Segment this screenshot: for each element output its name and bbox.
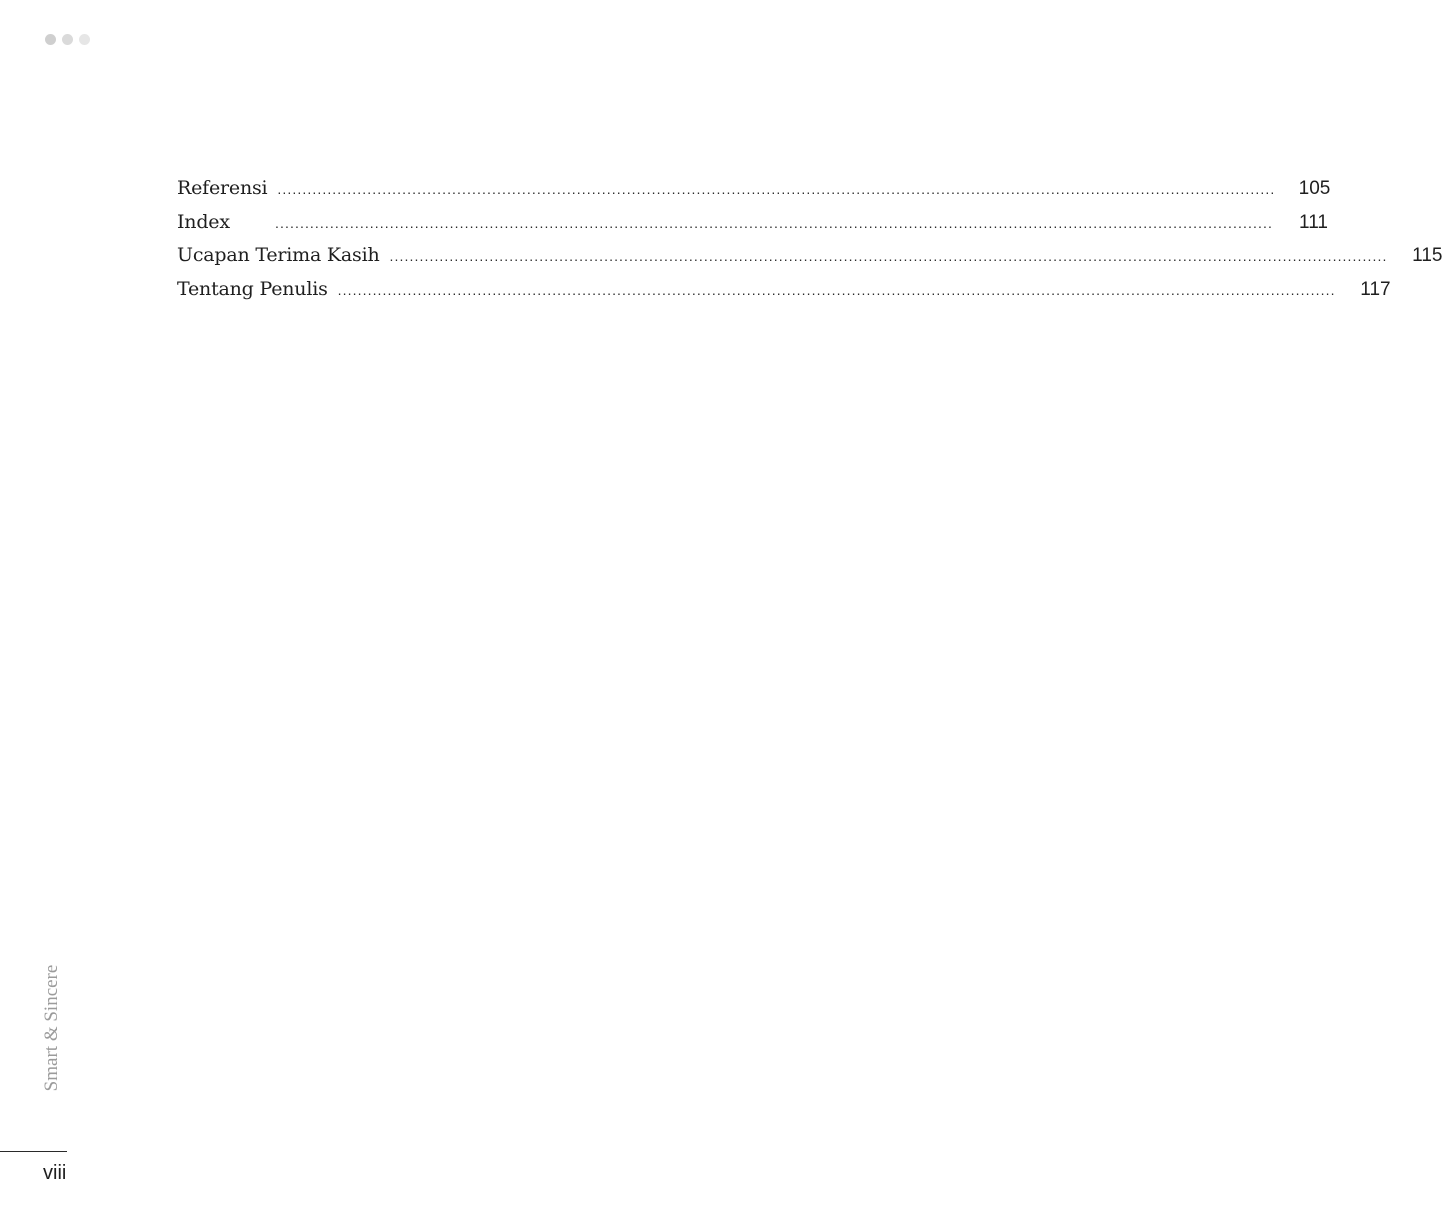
decorative-dot-3 [79,34,90,45]
toc-entry-title: Referensi [177,177,268,199]
running-book-title: Smart & Sincere [41,964,62,1092]
decorative-dots [45,34,90,45]
toc-entry-title: Tentang Penulis [177,277,328,300]
toc-leader-dots: ........................................................................................................................................................................................................ [389,248,1388,264]
table-of-contents [177,172,1442,306]
toc-entry-ucapan-terima-kasih[interactable] [177,239,1442,273]
toc-entry-title: Ucapan Terima Kasih [177,244,380,266]
toc-entry-index[interactable] [177,206,1328,240]
toc-entry-page: 111 [1299,211,1328,233]
toc-entry-page: 117 [1360,278,1391,300]
decorative-dot-2 [62,34,73,45]
toc-leader-dots: ........................................................................................................................................................................................................ [337,281,1336,298]
toc-entry-tentang-penulis[interactable] [177,273,1391,307]
page-number: viii [43,1162,67,1184]
toc-leader-dots: ........................................................................................................................................................................................................ [275,214,1273,231]
decorative-dot-1 [45,34,56,45]
toc-leader-dots: ........................................................................................................................................................................................................ [277,181,1276,197]
toc-entry-page: 115 [1412,245,1442,266]
toc-entry-page: 105 [1298,178,1331,199]
footer-rule [0,1151,67,1152]
toc-entry-referensi[interactable] [177,172,1331,206]
toc-entry-title: Index [177,210,230,233]
